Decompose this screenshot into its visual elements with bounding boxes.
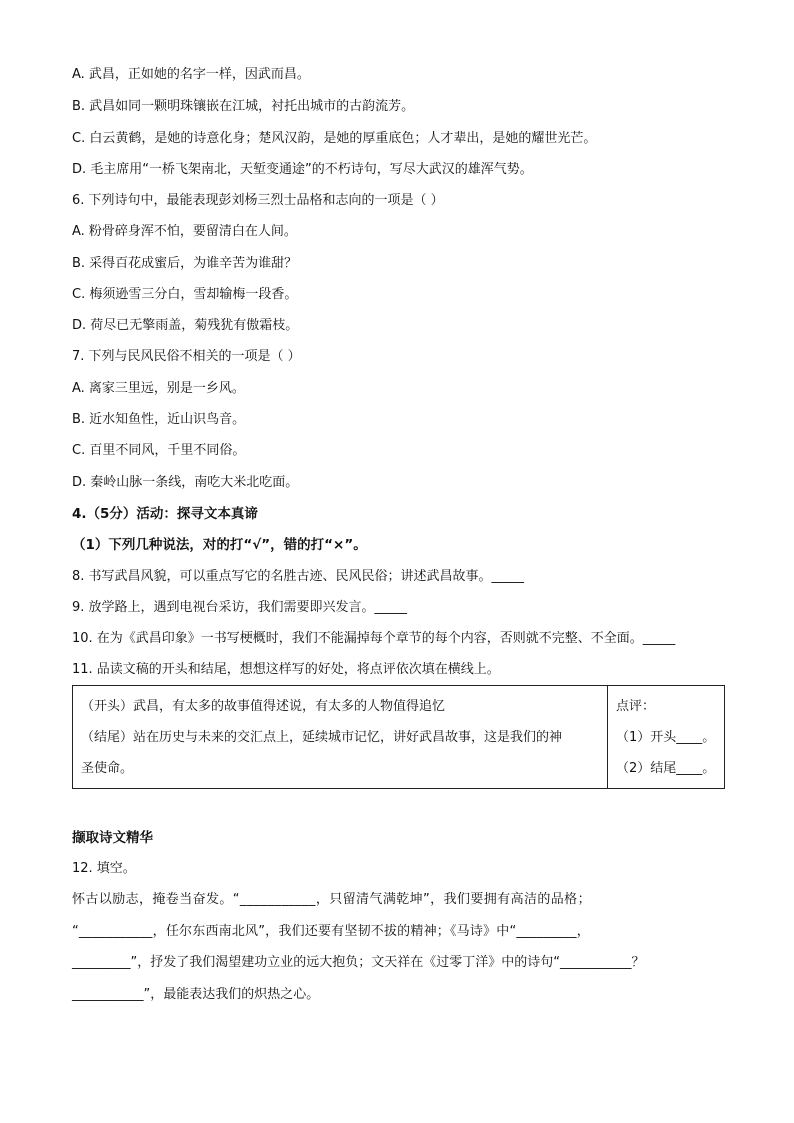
q6-option-b: B. 采得百花成蜜后，为谁辛苦为谁甜？ [72, 256, 298, 271]
q7-option-c: C. 百里不同风，千里不同俗。 [72, 443, 246, 458]
q9-statement: 9. 放学路上，遇到电视台采访，我们需要即兴发言。_____ [72, 600, 408, 615]
section-poetry-title: 撷取诗文精华 [72, 830, 153, 846]
q12-stem: 12. 填空。 [72, 861, 136, 876]
ending-excerpt-line-1: （结尾）站在历史与未来的交汇点上，延续城市记忆，讲好武昌故事，这是我们的神 [81, 730, 563, 745]
comment-ending-blank: （2）结尾____。 [616, 761, 716, 776]
q6-option-a: A. 粉骨碎身浑不怕，要留清白在人间。 [72, 224, 297, 239]
q12-fill-paragraph [72, 884, 722, 1010]
q6-option-c: C. 梅须逊雪三分白，雪却输梅一段香。 [72, 287, 298, 302]
excerpt-cell [73, 686, 608, 789]
q6-option-d: D. 荷尽已无擎雨盖，菊残犹有傲霜枝。 [72, 318, 299, 333]
q7-option-a: A. 离家三里远，别是一乡风。 [72, 381, 245, 396]
ending-excerpt-line-2: 圣使命。 [81, 761, 134, 776]
q5-option-c: C. 白云黄鹤，是她的诗意化身；楚风汉韵，是她的厚重底色；人才辈出，是她的耀世光芒。 [72, 131, 597, 146]
section-4-title: 4.（5分）活动：探寻文本真谛 [72, 506, 258, 522]
section-4-instructions: （1）下列几种说法，对的打“√”，错的打“×”。 [72, 537, 367, 553]
q6-stem: 6. 下列诗句中，最能表现彭刘杨三烈士品格和志向的一项是（ ） [72, 193, 444, 208]
q7-stem: 7. 下列与民风民俗不相关的一项是（ ） [72, 349, 301, 364]
q12-line-3: _________”，抒发了我们渴望建功立业的远大抱负；文天祥在《过零丁洋》中的诗句“___________？ [72, 955, 645, 970]
q7-option-d: D. 秦岭山脉一条线，南吃大米北吃面。 [72, 475, 299, 490]
q10-statement: 10. 在为《武昌印象》一书写梗概时，我们不能漏掉每个章节的每个内容，否则就不完整、不全面。_____ [72, 631, 676, 646]
q12-line-4: ___________”，最能表达我们的炽热之心。 [72, 986, 320, 1002]
q8-statement: 8. 书写武昌风貌，可以重点写它的名胜古迹、民风民俗；讲述武昌故事。_____ [72, 569, 525, 584]
comment-title: 点评： [616, 699, 656, 714]
opening-excerpt: （开头）武昌，有太多的故事值得述说，有太多的人物值得追忆 [81, 699, 446, 714]
q11-prompt: 11. 品读文稿的开头和结尾，想想这样写的好处，将点评依次填在横线上。 [72, 662, 500, 677]
q5-option-a: A. 武昌，正如她的名字一样，因武而昌。 [72, 67, 310, 82]
opening-ending-table [72, 685, 725, 789]
q12-line-1: 怀古以励志，掩卷当奋发。“___________，只留清气满乾坤”，我们要拥有高洁的品格； [72, 892, 591, 907]
q5-option-d: D. 毛主席用“一桥飞架南北，天堑变通途”的不朽诗句，写尽大武汉的雄浑气势。 [72, 162, 533, 177]
q5-option-b: B. 武昌如同一颗明珠镶嵌在江城，衬托出城市的古韵流芳。 [72, 99, 415, 114]
q7-option-b: B. 近水知鱼性，近山识鸟音。 [72, 412, 246, 427]
comment-cell [608, 686, 725, 789]
q12-line-2: “___________，任尔东西南北风”，我们还要有坚韧不拔的精神；《马诗》中“_________， [72, 923, 590, 939]
comment-opening-blank: （1）开头____。 [616, 730, 716, 745]
